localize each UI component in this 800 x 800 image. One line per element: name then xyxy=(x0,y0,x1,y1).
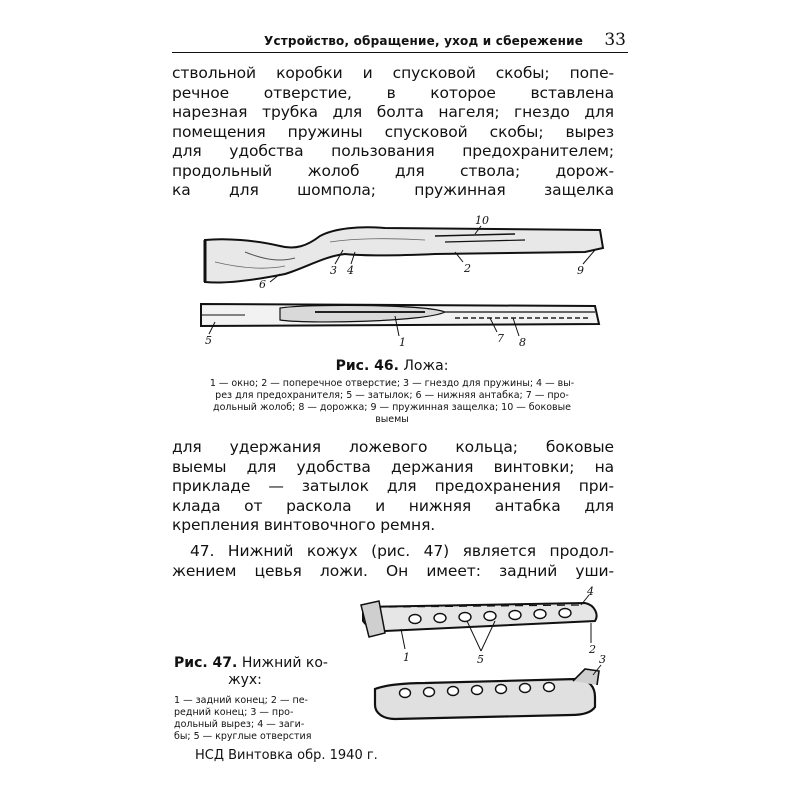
figure-46-stock-drawing xyxy=(185,212,615,362)
text-line: для удержания ложевого кольца; боковые xyxy=(172,438,614,456)
stock-side-view xyxy=(205,227,603,282)
figure-47-legend: 1 — задний конец; 2 — пе- редний конец; 3 — про- дольный вырез; 4 — заги- бы; 5 — круглые отверстия xyxy=(174,695,312,742)
part-label-1: 1 xyxy=(399,336,406,349)
figure-46-title: Рис. 46. Ложа: xyxy=(335,358,449,374)
text-line: прикладе — затылок для предохранения при- xyxy=(172,477,614,495)
part-label-7: 7 xyxy=(497,332,504,345)
text-line: выемы для удобства держания винтовки; на xyxy=(172,457,614,476)
part-label-5: 5 xyxy=(205,334,212,347)
text-line: жением цевья ложи. Он имеет: задний уши- xyxy=(172,561,614,580)
text-line: крепления винтовочного ремня. xyxy=(172,516,436,534)
part-label-2: 2 xyxy=(589,643,596,656)
figure-47-caption xyxy=(174,655,344,743)
header-rule xyxy=(172,52,628,53)
part-label-8: 8 xyxy=(519,336,526,349)
part-label-6: 6 xyxy=(259,278,266,291)
figure-46-caption xyxy=(176,358,608,426)
part-label-1: 1 xyxy=(403,651,410,664)
page-number: 33 xyxy=(604,30,626,50)
part-label-2: 2 xyxy=(464,262,471,275)
part-label-3: 3 xyxy=(330,264,337,277)
part-label-4: 4 xyxy=(587,585,594,598)
part-label-10: 10 xyxy=(475,214,489,227)
text-line: ствольной коробки и спусковой скобы; попе- xyxy=(172,64,614,82)
text-line: помещения пружины спусковой скобы; вырез xyxy=(172,122,614,141)
paragraph-3 xyxy=(172,542,614,581)
part-label-5: 5 xyxy=(477,653,484,666)
handguard-lower-view xyxy=(375,679,595,719)
running-title: Устройство, обращение, уход и сбережение xyxy=(264,34,584,48)
text-line: для удобства пользования предохранителем; xyxy=(172,142,614,160)
paragraph-2 xyxy=(172,438,614,536)
page-footer: НСД Винтовка обр. 1940 г. xyxy=(195,748,378,763)
text-line: ка для шомпола; пружинная защелка xyxy=(172,181,614,199)
figure-47-title: Рис. 47. Нижний ко- жух: xyxy=(174,655,328,688)
paragraph-1 xyxy=(172,64,614,201)
text-line: клада от раскола и нижняя антабка для xyxy=(172,496,614,515)
page-header xyxy=(172,30,628,52)
part-label-3: 3 xyxy=(599,653,606,666)
text-line: речное отверстие, в которое вставлена xyxy=(172,83,614,102)
text-line: продольный жолоб для ствола; дорож- xyxy=(172,161,614,180)
text-line: нарезная трубка для болта нагеля; гнездо для xyxy=(172,103,614,121)
figure-47-handguard-drawing xyxy=(345,585,615,745)
text-line: 47. Нижний кожух (рис. 47) является продол- xyxy=(190,542,614,560)
part-label-4: 4 xyxy=(347,264,354,277)
part-label-9: 9 xyxy=(577,264,584,277)
figure-46-legend: 1 — окно; 2 — поперечное отверстие; 3 — гнездо для пружины; 4 — вы- рез для предохранителя; 5 — затылок; 6 — нижняя антабка; 7 — про- дольный жолоб; 8 — дорожка; 9 — пружинная защелка; 10 — боковые выемы xyxy=(209,378,575,425)
